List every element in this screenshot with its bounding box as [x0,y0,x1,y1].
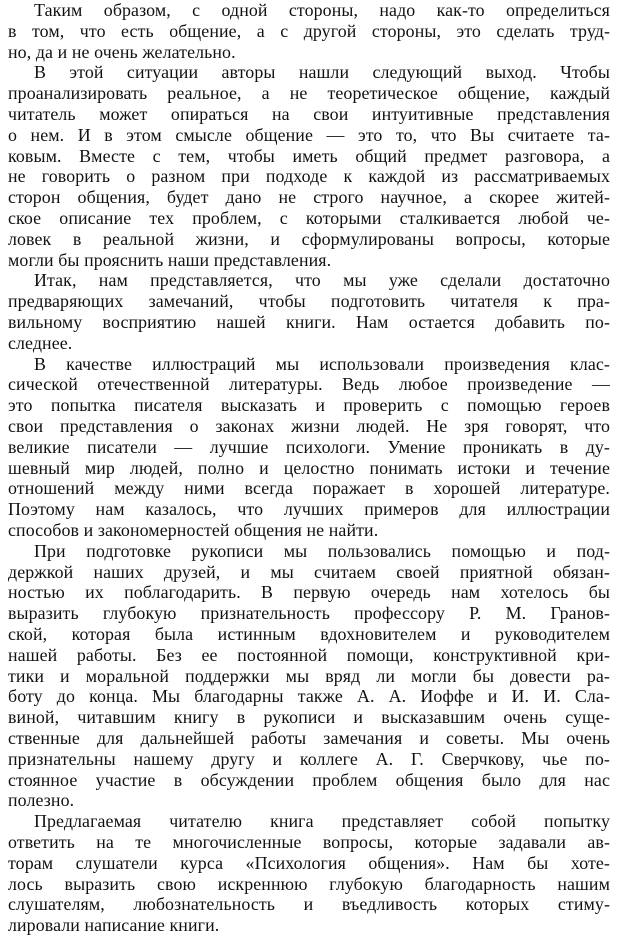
text-line: Поэтому нам казалось, что лучших примеров для иллюстрации [8,499,610,520]
text-line: лировали написание книги. [8,915,220,936]
text-line: не говорить о разном при подходе к каждой из рассматриваемых [8,166,610,187]
text-line: держкой наших друзей, и мы считаем своей приятной обязан- [8,561,610,582]
text-line: великие писатели — лучшие психологи. Умение проникать в ду- [8,436,610,457]
text-line: Таким образом, с одной стороны, надо как-то определиться [34,0,610,20]
text-line: свои представления о законах жизни людей. Не зря говорят, что [8,416,610,436]
text-line: слушателям, любознательность и въедливость которых стиму- [8,894,610,915]
text-line: предваряющих замечаний, чтобы подготовить читателя к пра- [8,291,610,312]
text-line: тики и моральной поддержки мы вряд ли могли бы довести ра- [8,665,610,686]
text-line: могли бы прояснить наши представления. [8,249,332,270]
text-line: В этой ситуации авторы нашли следующий выход. Чтобы [34,62,610,83]
text-line: о нем. И в этом смысле общение — это то, что Вы считаете та- [8,124,610,145]
text-line: выразить глубокую признательность профессору Р. М. Гранов- [8,603,610,624]
text-line: нашей работы. Без ее постоянной помощи, конструктивной кри- [8,644,610,665]
text-line: ловек в реальной жизни, и сформулированы вопросы, которые [8,228,610,249]
text-line: следнее. [8,332,73,353]
text-line: ское описание тех проблем, с которыми сталкивается любой че- [8,208,610,228]
text-line: сторон общения, будет дано не строго научное, а скорее житей- [8,187,610,208]
text-line: полезно. [8,790,75,811]
text-line: отношений между ними всегда поражает в хорошей литературе. [8,478,610,499]
text-line: лось выразить свою искреннюю глубокую благодарность нашим [8,873,610,894]
text-line: В качестве иллюстраций мы использовали произведения клас- [34,353,610,374]
text-line: в том, что есть общение, а с другой стороны, это сделать труд- [8,20,610,41]
text-line: При подготовке рукописи мы пользовались помощью и под- [34,540,610,561]
text-line: вильному восприятию нашей книги. Нам остается добавить по- [8,312,610,332]
text-line: читатель может опираться на свои интуитивные представления [8,104,610,124]
text-line: Предлагаемая читателю книга представляет собой попытку [34,811,610,832]
text-line: сической отечественной литературы. Ведь любое произведение — [8,374,610,395]
text-line: проанализировать реальное, а не теоретическое общение, каждый [8,83,610,104]
text-line: стоянное участие в обсуждении проблем общения было для нас [8,769,610,790]
text-line: способов и закономерностей общения не найти. [8,520,379,540]
text-line: ственные для дальнейшей работы замечания и советы. Мы очень [8,728,610,748]
text-line: это попытка писателя высказать и проверить с помощью героев [8,395,610,416]
text-line: торам слушатели курса «Психология общения». Нам бы хоте- [8,852,610,873]
text-line: ковым. Вместе с тем, чтобы иметь общий предмет разговора, а [8,145,610,166]
text-line: боту до конца. Мы благодарны также А. А. Иоффе и И. И. Сла- [8,686,610,707]
text-line: виной, читавшим книгу в рукописи и высказавшим очень суще- [8,707,610,728]
text-line: Итак, нам представляется, что мы уже сделали достаточно [34,270,610,291]
text-line: ностью их поблагодарить. В первую очередь нам хотелось бы [8,582,610,603]
text-line: шевный мир людей, полно и целостно понимать истоки и течение [8,457,610,478]
text-line: признательны нашему другу и коллеге А. Г. Сверчкову, чье по- [8,748,610,769]
text-line: ской, которая была истинным вдохновителем и руководителем [8,624,610,644]
text-line: но, да и не очень желательно. [8,41,236,62]
text-line: ответить на те многочисленные вопросы, которые задавали ав- [8,832,610,852]
